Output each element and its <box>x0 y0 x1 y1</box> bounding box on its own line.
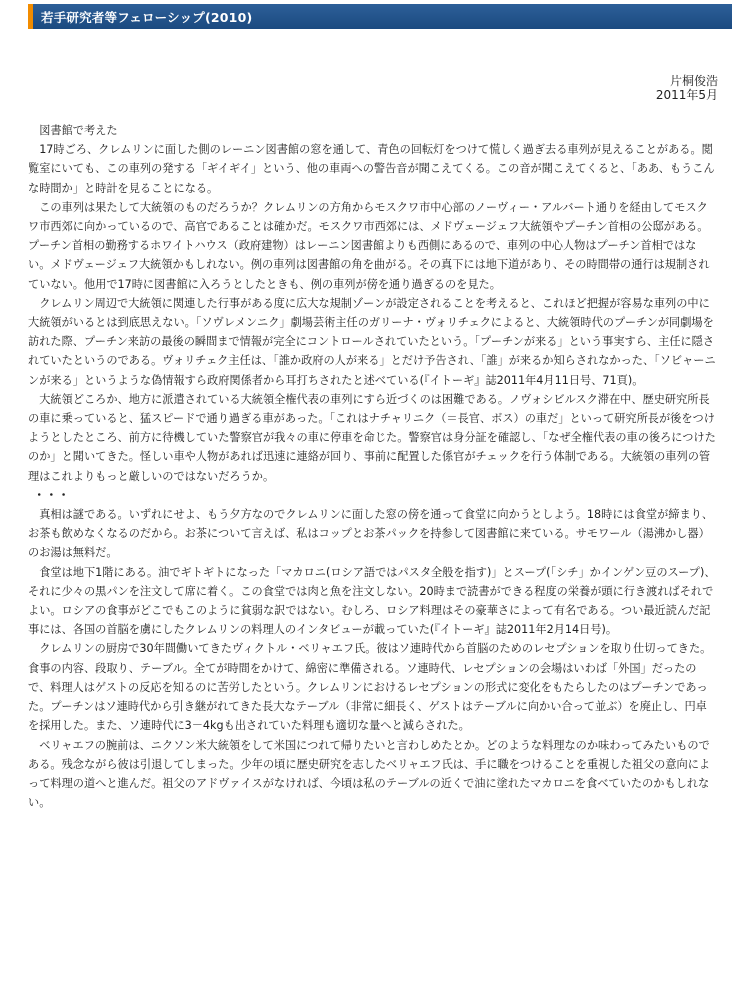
article-paragraph: 17時ごろ、クレムリンに面した側のレーニン図書館の窓を通して、青色の回転灯をつけて慌しく過ぎ去る車列が見えることがある。閲覧室にいても、この車列の発する「ギイギイ」という、他の車両への警告音が聞こえてくる。この音が聞こえてくると、「ああ、もうこんな時間か」と時計を見ることになる。 <box>28 143 715 195</box>
article-body <box>28 121 716 812</box>
article-heading: 図書館で考えた <box>39 124 118 137</box>
article-paragraph: この車列は果たして大統領のものだろうか？クレムリンの方角からモスクワ市中心部のノーヴィー・アルバート通りを経由してモスクワ市西郊に向かっているので、高官であることは確かだ。モスクワ市西郊には、メドヴェージェフ大統領やプーチン首相の公邸がある。プーチン首相の勤務するホワイトハウス（政府建物）はレーニン図書館よりも西側にあるので、車列の中心人物はプーチン首相ではない。メドヴェージェフ大統領かもしれない。例の車列は図書館の角を曲がる。その真下には地下道があり、その時間帯の通行は規制されていない。他用で17時に図書館に入ろうとしたときも、例の車列が傍を通り過ぎるのを見た。 <box>28 200 710 291</box>
section-title-bar <box>28 4 732 29</box>
page-title: 若手研究者等フェローシップ(2010) <box>41 9 253 25</box>
article-paragraph: クレムリンの厨房で30年間働いてきたヴィクトル・ベリャエフ氏。彼はソ連時代から首脳のためのレセプションを取り仕切ってきた。食事の内容、段取り、テーブル。全てが時間をかけて、綿密に準備される。ソ連時代、レセプションの会場はいわば「外国」だったので、料理人はゲストの反応を知るのに苦労したという。クレムリンにおけるレセプションの形式に変化をもたらしたのはプーチンであった。プーチンはソ連時代から引き継がれてきた長大なテーブル（非常に細長く、ゲストはテーブルに向かい合って並ぶ）を廃止し、円卓を採用した。また、ソ連時代に3－4kgも出されていた料理も適切な量へと減らされた。 <box>28 642 712 733</box>
section-break: ・・・ <box>33 488 71 502</box>
article-paragraph: 真相は謎である。いずれにせよ、もう夕方なのでクレムリンに面した窓の傍を通って食堂に向かうとしよう。18時には食堂が締まり、お茶も飲めなくなるのだから。お茶について言えば、私はコップとお茶パックを持参して図書館に来ている。サモワール（湯沸かし器）のお湯は無料だ。 <box>28 508 714 560</box>
author-name: 片桐俊浩 <box>669 74 718 88</box>
article-paragraph: 大統領どころか、地方に派遣されている大統領全権代表の車列にすら近づくのは困難である。ノヴォシビルスク滞在中、歴史研究所長の車に乗っていると、猛スピードで通り過ぎる車があった。「これはナチャリニク（＝長官、ボス）の車だ」といって研究所長が後をつけようとしたところ、前方に待機していた警察官が我々の車に停車を命じた。警察官は身分証を確認し、「なぜ全権代表の車の後ろにつけたのか」と聞いてきた。怪しい車や人物があれば迅速に連絡が回り、事前に配置した係官がチェックを行う体制である。大統領の車列の管理はこれよりもっと厳しいのではないだろうか。 <box>28 392 716 483</box>
byline <box>656 74 718 102</box>
publish-date: 2011年5月 <box>655 88 718 102</box>
article-paragraph: 食堂は地下1階にある。油でギトギトになった「マカロニ(ロシア語ではパスタ全般を指す)」とスープ(「シチ」かインゲン豆のスープ)、それに少々の黒パンを注文して席に着く。この食堂では肉と魚を注文しない。20時まで読書ができる程度の栄養が頭に行き渡ればそれでよい。ロシアの食事がどこでもこのように貧弱な訳ではない。むしろ、ロシア料理はその豪華さによって有名である。つい最近読んだ記事には、各国の首脳を虜にしたクレムリンの料理人のインタビューが載っていた(『イトーギ』誌2011年2月14日号)。 <box>28 565 716 637</box>
article-paragraph: クレムリン周辺で大統領に関連した行事がある度に広大な規制ゾーンが設定されることを考えると、これほど把握が容易な車列の中に大統領がいるとは到底思えない。「ソヴレメンニク」劇場芸術主任のガリーナ・ヴォリチェクによると、大統領時代のプーチンが同劇場を訪れた際、プーチン来訪の最後の瞬間まで情報が完全にコントロールされていたという。「プーチンが来る」という事実すら、主任に隠されていたというのである。ヴォリチェク主任は、「誰か政府の人が来る」とだけ予告され、「誰」が来るか知らされなかった、「ソビャーニンが来る」というような偽情報すら政府関係者から耳打ちされたと述べている(『イトーギ』誌2011年4月11日号、71頁)。 <box>28 296 716 387</box>
article-paragraph: ベリャエフの腕前は、ニクソン米大統領をして米国につれて帰りたいと言わしめたとか。どのような料理なのか味わってみたいものである。残念ながら彼は引退してしまった。少年の頃に歴史研究を志したベリャエフ氏は、手に職をつけることを重視した祖父の意向によって料理の道へと進んだ。祖父のアドヴァイスがなければ、今頃は私のテーブルの近くで油に塗れたマカロニを食べていたのかもしれない。 <box>28 738 711 810</box>
